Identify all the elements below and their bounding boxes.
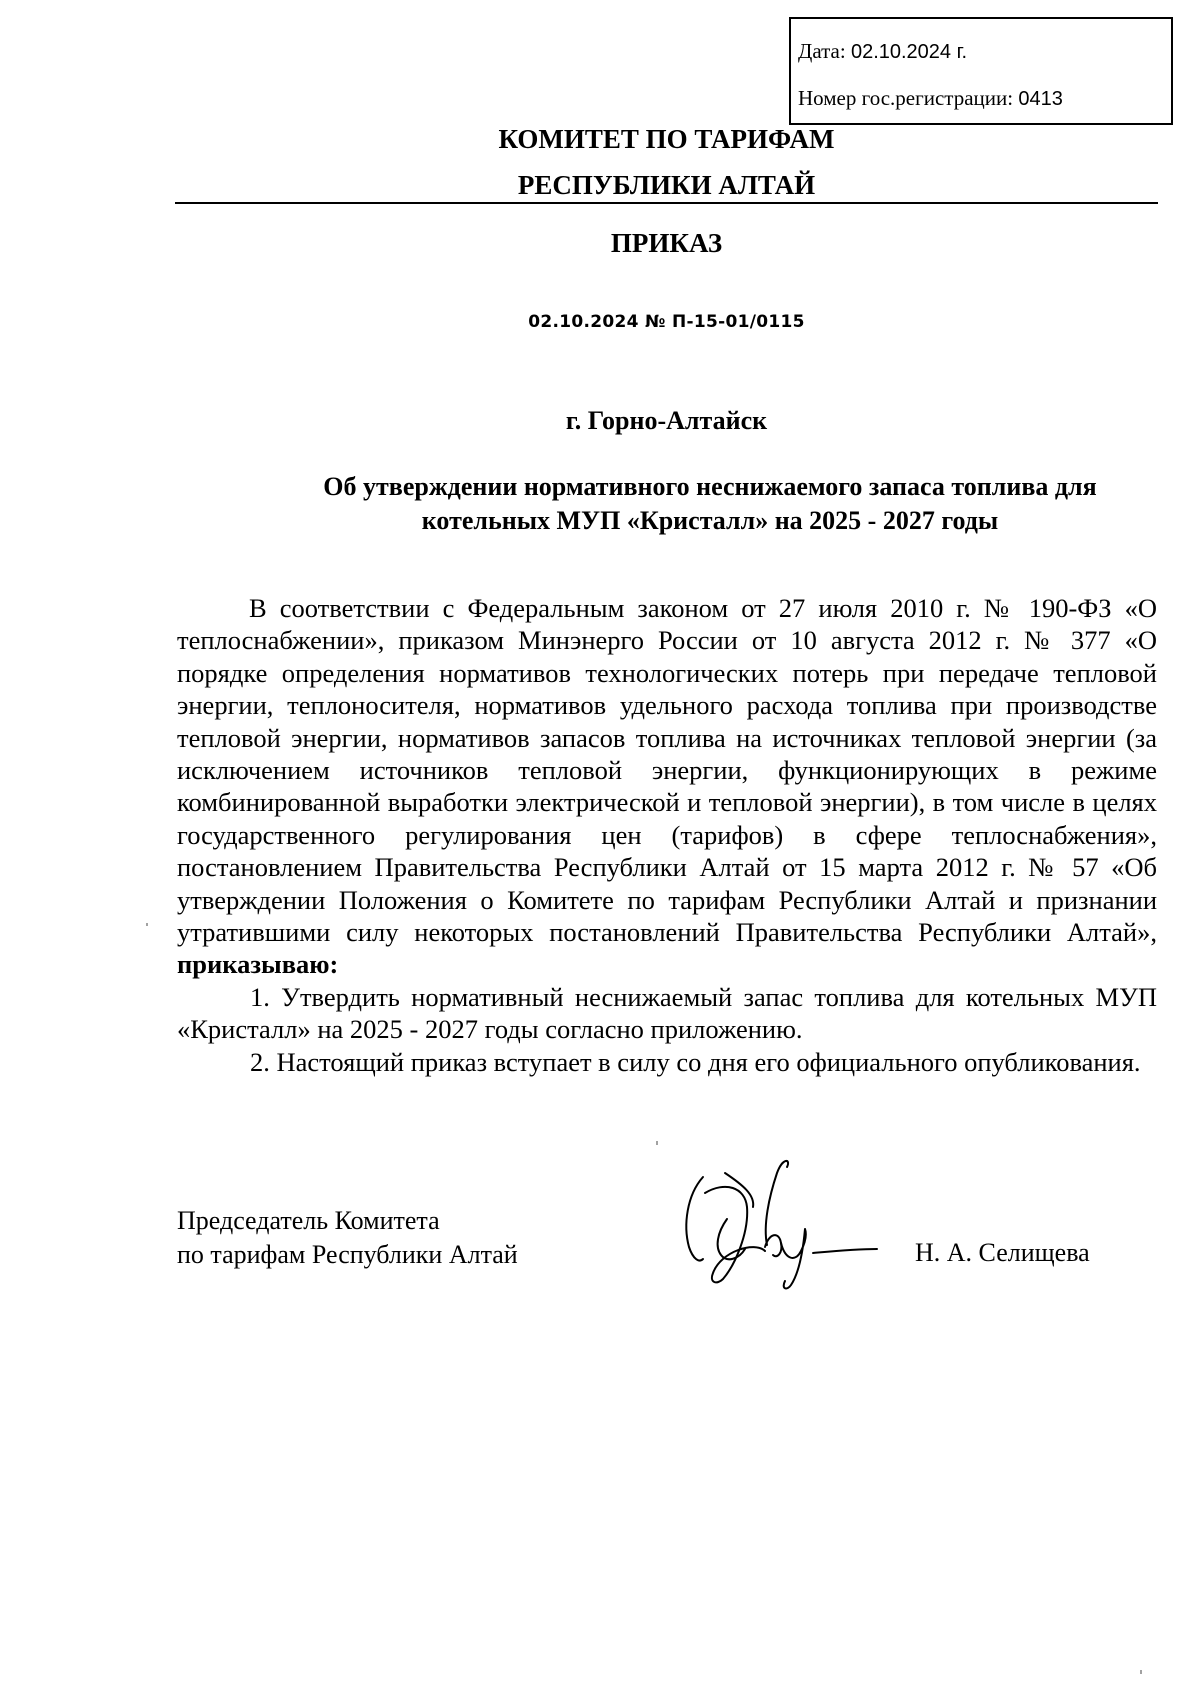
subject-line1: Об утверждении нормативного неснижаемого запаса топлива для bbox=[323, 472, 1097, 501]
handwritten-signature bbox=[665, 1155, 895, 1295]
organization-name-line1: КОМИТЕТ ПО ТАРИФАМ bbox=[498, 124, 835, 154]
stamp-registration-label: Номер гос.регистрации: bbox=[798, 86, 1014, 110]
order-item-1: 1. Утвердить нормативный неснижаемый запас топлива для котельных МУП «Кристалл» на 2025 - 2027 годы согласно приложению. bbox=[177, 981, 1157, 1045]
signatory-position bbox=[177, 1204, 518, 1272]
signatory-position-line1: Председатель Комитета bbox=[177, 1206, 440, 1235]
header-divider bbox=[175, 202, 1158, 204]
stamp-date-label: Дата: bbox=[798, 39, 846, 63]
signatory-position-line2: по тарифам Республики Алтай bbox=[177, 1240, 518, 1269]
organization-name-line2: РЕСПУБЛИКИ АЛТАЙ bbox=[517, 170, 816, 200]
stamp-registration-line bbox=[798, 86, 1063, 111]
preamble-paragraph bbox=[177, 592, 1157, 981]
stamp-registration-value: 0413 bbox=[1018, 88, 1063, 110]
document-type: ПРИКАЗ bbox=[610, 228, 723, 258]
signatory-name: Н. А. Селищева bbox=[915, 1238, 1090, 1267]
document-city: г. Горно-Алтайск bbox=[565, 406, 768, 435]
stamp-date-line bbox=[798, 39, 967, 64]
preamble-text: В соответствии с Федеральным законом от 27 июля 2010 г. № 190-ФЗ «О теплоснабжении», приказом Минэнерго России от 10 августа 2012 г. № 377 «О порядке определения нормативов технологических потерь при передаче тепловой энергии, теплоносителя, нормативов удельного расхода топлива при производстве тепловой энергии, нормативов запасов топлива на источниках тепловой энергии (за исключением источников тепловой энергии, функционирующих в режиме комбинированной выработки электрической и тепловой энергии), в том числе в целях государственного регулирования цен (тарифов) в сфере теплоснабжения», постановлением Правительства Республики Алтай от 15 марта 2012 г. № 57 «Об утверждении Положения о Комитете по тарифам Республики Алтай и признании утратившими силу некоторых постановлений Правительства Республики Алтай», bbox=[177, 593, 1157, 948]
stamp-date-value: 02.10.2024 г. bbox=[850, 41, 968, 63]
document-subject bbox=[260, 470, 1160, 538]
document-body bbox=[177, 592, 1157, 1078]
order-word: приказываю: bbox=[177, 949, 339, 980]
document-number: 02.10.2024 № П-15-01/0115 bbox=[528, 312, 805, 332]
subject-line2: котельных МУП «Кристалл» на 2025 - 2027 годы bbox=[421, 506, 999, 535]
registration-stamp bbox=[789, 17, 1173, 125]
order-item-2: 2. Настоящий приказ вступает в силу со дня его официального опубликования. bbox=[250, 1046, 1141, 1077]
